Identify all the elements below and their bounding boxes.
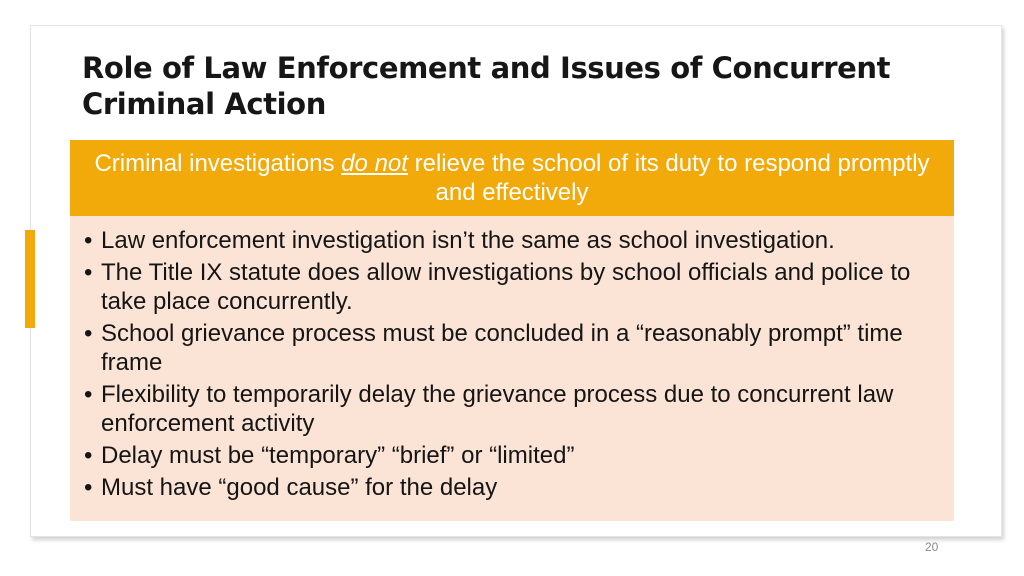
bullet-icon: • bbox=[84, 320, 93, 347]
header-callout-text bbox=[92, 149, 932, 207]
bullet-text: Law enforcement investigation isn’t the same as school investigation. bbox=[101, 227, 835, 254]
content-box bbox=[70, 216, 954, 521]
bullet-item bbox=[84, 441, 934, 470]
bullet-text: The Title IX statute does allow investigations by school officials and police to take place concurrently. bbox=[101, 259, 911, 315]
bullet-list bbox=[70, 216, 954, 502]
slide-title: Role of Law Enforcement and Issues of Concurrent Criminal Action bbox=[82, 51, 891, 121]
bullet-text: Must have “good cause” for the delay bbox=[101, 474, 498, 501]
bullet-icon: • bbox=[84, 227, 93, 254]
bullet-text: Delay must be “temporary” “brief” or “limited” bbox=[101, 442, 575, 469]
bullet-item bbox=[84, 226, 934, 255]
bullet-text: Flexibility to temporarily delay the grievance process due to concurrent law enforcement activity bbox=[101, 381, 894, 437]
bullet-icon: • bbox=[84, 381, 93, 408]
bullet-icon: • bbox=[84, 259, 93, 286]
bullet-item bbox=[84, 258, 934, 316]
bullet-item bbox=[84, 319, 934, 377]
bullet-icon: • bbox=[84, 442, 93, 469]
bullet-icon: • bbox=[84, 474, 93, 501]
bullet-item bbox=[84, 473, 934, 502]
header-callout bbox=[70, 140, 954, 216]
bullet-text: School grievance process must be concluded in a “reasonably prompt” time frame bbox=[101, 320, 903, 376]
accent-bar bbox=[25, 230, 35, 328]
header-text-before: Criminal investigations bbox=[94, 150, 342, 177]
header-text-after: relieve the school of its duty to respond promptly and effectively bbox=[407, 150, 930, 206]
bullet-item bbox=[84, 380, 934, 438]
page-number: 20 bbox=[925, 540, 939, 554]
header-text-emphasis: do not bbox=[341, 150, 408, 177]
